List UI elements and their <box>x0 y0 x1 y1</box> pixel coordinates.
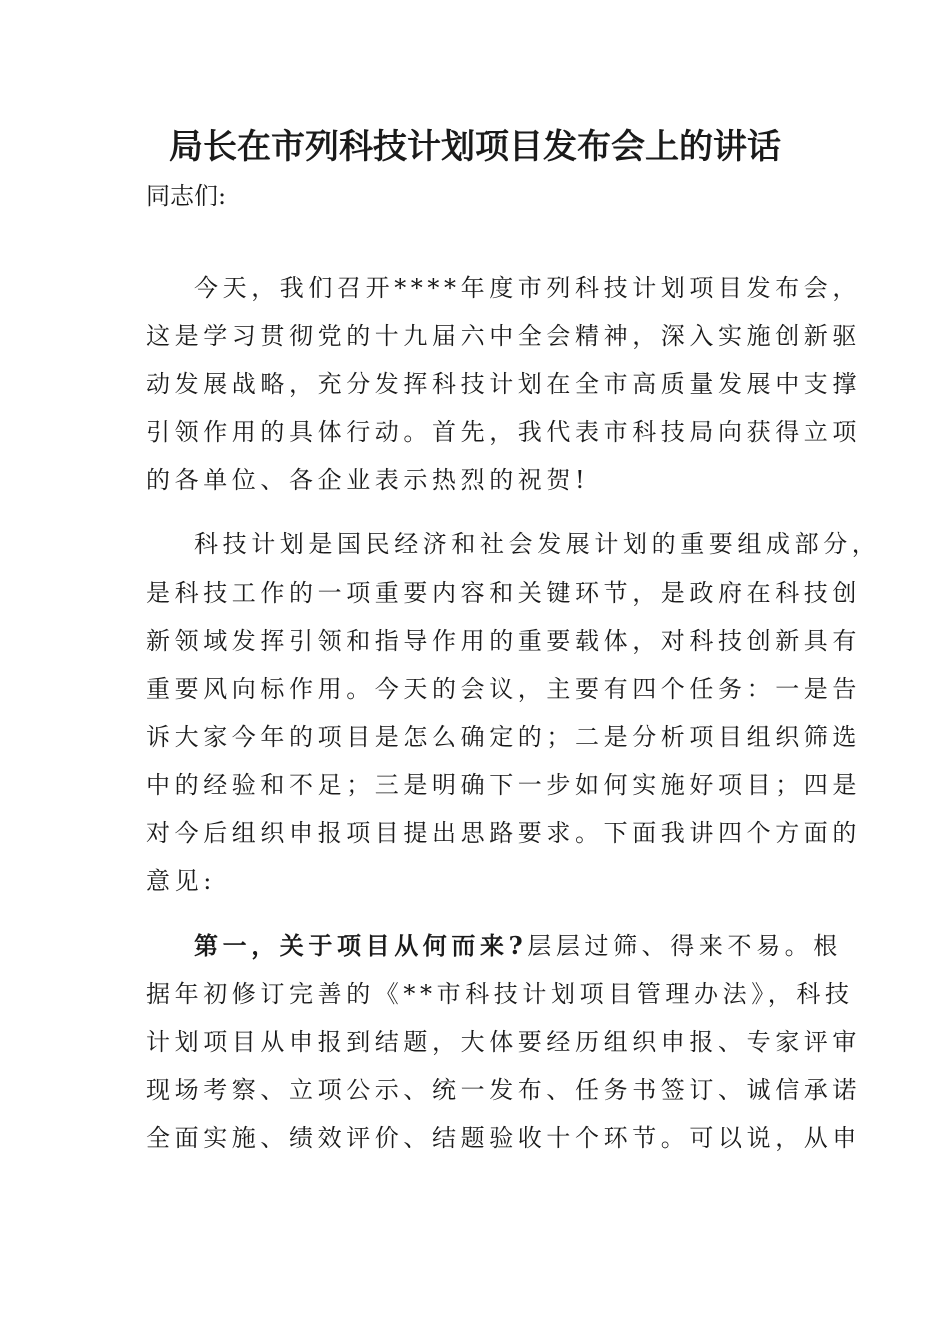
paragraph-line: 今天，我们召开****年度市列科技计划项目发布会， <box>194 274 861 302</box>
paragraph-line: 诉大家今年的项目是怎么确定的；二是分析项目组织筛选 <box>146 723 861 751</box>
document-title: 局长在市列科技计划项目发布会上的讲话 <box>169 127 781 167</box>
paragraph-line: 据年初修订完善的《**市科技计划项目管理办法》，科技 <box>146 980 854 1008</box>
section-heading-lead: 第一，关于项目从何而来? <box>194 931 528 960</box>
paragraph-line: 重要风向标作用。今天的会议，主要有四个任务：一是告 <box>146 675 861 703</box>
paragraph-line: 全面实施、绩效评价、结题验收十个环节。可以说，从申 <box>146 1124 861 1152</box>
paragraph-line-with-lead <box>194 926 842 966</box>
paragraph-line: 的各单位、各企业表示热烈的祝贺! <box>146 466 590 494</box>
paragraph-line: 是科技工作的一项重要内容和关键环节，是政府在科技创 <box>146 579 861 607</box>
paragraph-line: 新领域发挥引领和指导作用的重要载体，对科技创新具有 <box>146 627 861 655</box>
paragraph-line: 意见: <box>146 867 216 895</box>
lead-continuation: 层层过筛、得来不易。根 <box>527 932 842 960</box>
paragraph-line: 动发展战略，充分发挥科技计划在全市高质量发展中支撑 <box>146 370 861 398</box>
salutation: 同志们: <box>146 182 227 210</box>
paragraph-line: 现场考察、立项公示、统一发布、任务书签订、诚信承诺 <box>146 1076 861 1104</box>
paragraph-line: 中的经验和不足；三是明确下一步如何实施好项目；四是 <box>146 771 861 799</box>
paragraph-line: 这是学习贯彻党的十九届六中全会精神，深入实施创新驱 <box>146 322 861 350</box>
paragraph-line: 对今后组织申报项目提出思路要求。下面我讲四个方面的 <box>146 819 861 847</box>
paragraph-line: 科技计划是国民经济和社会发展计划的重要组成部分， <box>194 530 881 558</box>
paragraph-line: 引领作用的具体行动。首先，我代表市科技局向获得立项 <box>146 418 861 446</box>
paragraph-line: 计划项目从申报到结题，大体要经历组织申报、专家评审 <box>146 1028 861 1056</box>
